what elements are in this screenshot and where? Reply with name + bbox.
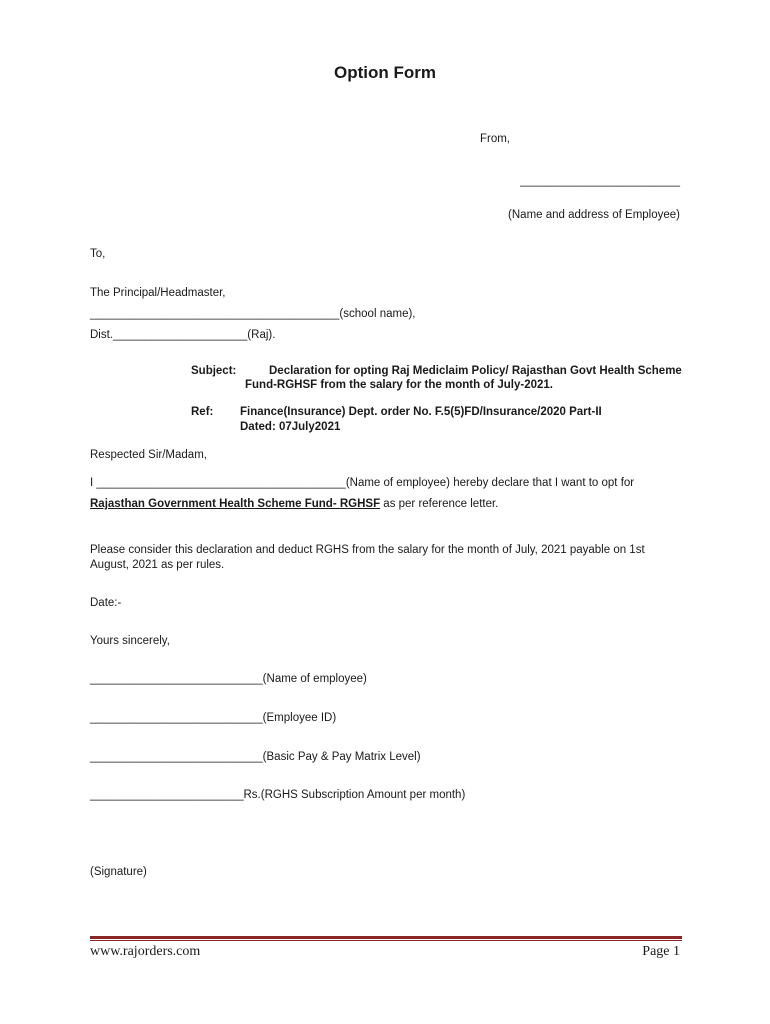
- closing: Yours sincerely,: [90, 635, 170, 647]
- footer-website: www.rajorders.com: [90, 944, 201, 959]
- district-line: Dist._____________________(Raj).: [90, 329, 276, 341]
- scheme-name: Rajasthan Government Health Scheme Fund- RGHSF: [90, 498, 381, 510]
- request-line-1: Please consider this declaration and deduct RGHS from the salary for the month of July, 2021 payable on 1st: [90, 544, 645, 556]
- subscription-amount-field: ________________________Rs.(RGHS Subscription Amount per month): [90, 789, 466, 801]
- declaration-line-2: [90, 497, 498, 511]
- recipient-line: The Principal/Headmaster,: [90, 287, 226, 299]
- subject-label: Subject:: [191, 365, 237, 377]
- subject-line-1: Declaration for opting Raj Mediclaim Policy/ Rajasthan Govt Health Scheme: [269, 365, 682, 377]
- footer-rule-thin: [90, 940, 682, 941]
- employee-id-field: ___________________________(Employee ID): [90, 712, 337, 724]
- salutation: Respected Sir/Madam,: [90, 449, 207, 461]
- request-line-2: August, 2021 as per rules.: [90, 559, 225, 571]
- from-blank-line: _________________________: [520, 175, 680, 187]
- declaration-line-1: I _______________________________________(Name of employee) hereby declare that I want to opt for: [90, 477, 635, 489]
- school-name-line: _______________________________________(school name),: [90, 308, 416, 320]
- document-title: Option Form: [334, 63, 436, 82]
- footer-page-number: Page 1: [642, 944, 680, 959]
- to-label: To,: [90, 248, 106, 260]
- declaration-tail: as per reference letter.: [380, 498, 499, 510]
- subject-line-2: Fund-RGHSF from the salary for the month of July-2021.: [245, 379, 553, 391]
- footer-rule-thick: [90, 936, 682, 939]
- date-label: Date:-: [90, 597, 122, 609]
- from-caption: (Name and address of Employee): [508, 209, 680, 221]
- reference-line-1: Finance(Insurance) Dept. order No. F.5(5)FD/Insurance/2020 Part-II: [240, 406, 602, 418]
- reference-label: Ref:: [191, 406, 214, 418]
- from-label: From,: [479, 133, 510, 145]
- signature-label: (Signature): [90, 866, 147, 878]
- reference-line-2: Dated: 07July2021: [240, 421, 341, 433]
- employee-name-field: ___________________________(Name of employee): [90, 673, 367, 685]
- basic-pay-field: ___________________________(Basic Pay & Pay Matrix Level): [90, 751, 421, 763]
